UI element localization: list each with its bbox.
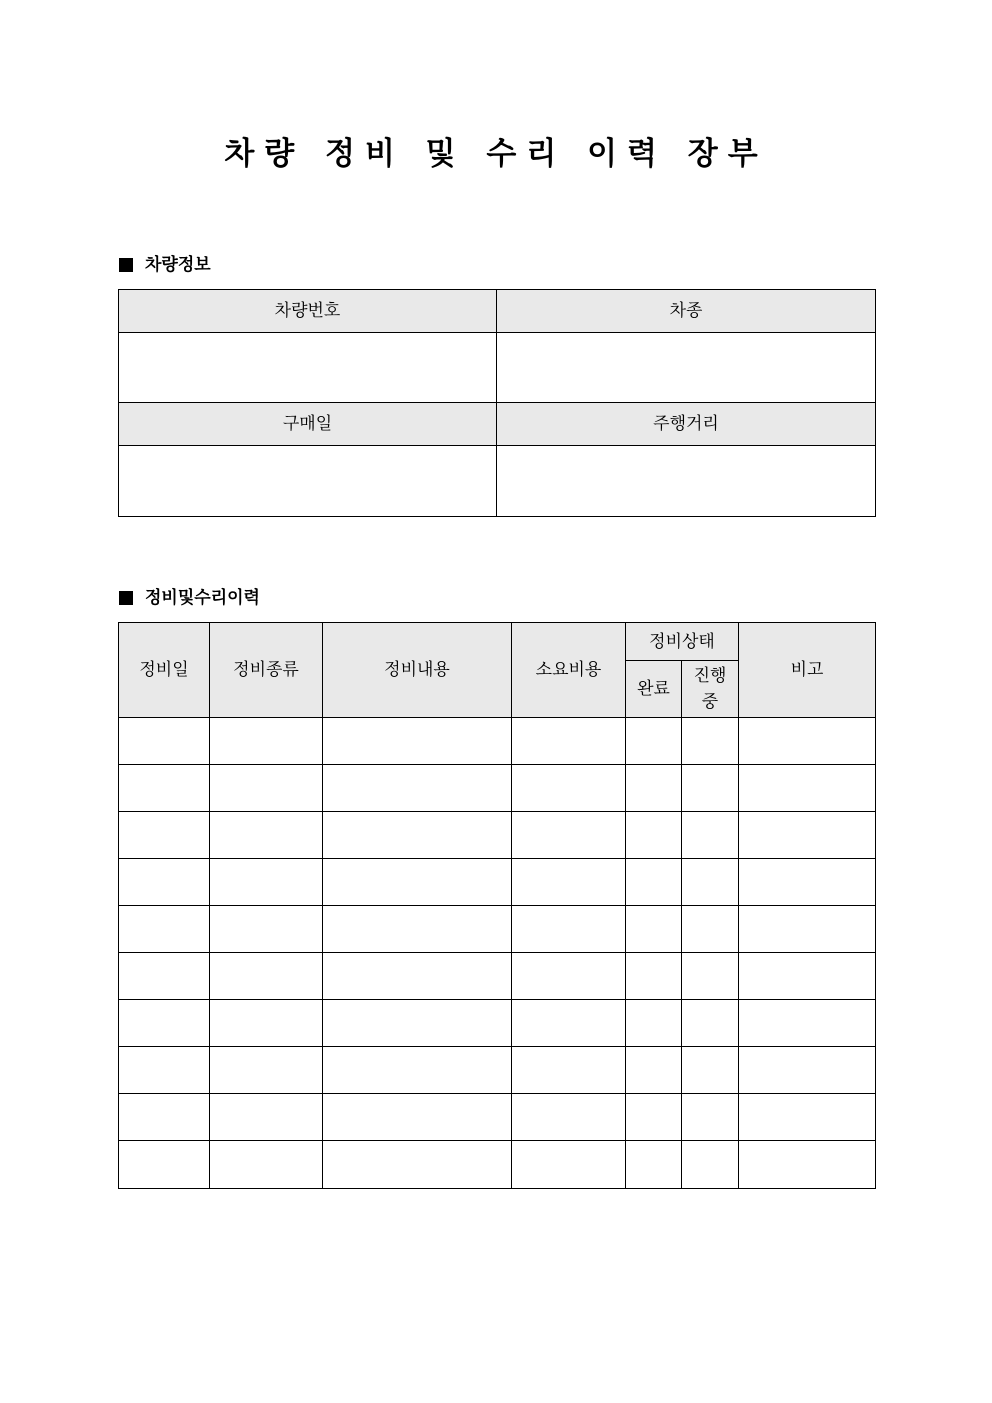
content-cell[interactable]	[323, 1094, 512, 1141]
done-checkbox-cell[interactable]	[626, 1000, 682, 1047]
purchase-date-label: 구매일	[119, 403, 497, 446]
content-cell[interactable]	[323, 953, 512, 1000]
table-row	[119, 1141, 876, 1189]
date-cell[interactable]	[119, 812, 210, 859]
cost-cell[interactable]	[512, 812, 626, 859]
date-cell[interactable]	[119, 1094, 210, 1141]
col-header-cost: 소요비용	[512, 623, 626, 718]
content-cell[interactable]	[323, 859, 512, 906]
col-header-status-in-progress: 진행 중	[682, 661, 739, 718]
content-cell[interactable]	[323, 812, 512, 859]
in-progress-checkbox-cell[interactable]	[682, 765, 739, 812]
done-checkbox-cell[interactable]	[626, 1047, 682, 1094]
square-bullet-icon	[119, 258, 133, 272]
mileage-field[interactable]	[497, 446, 876, 517]
type-cell[interactable]	[210, 812, 323, 859]
in-progress-checkbox-cell[interactable]	[682, 812, 739, 859]
note-cell[interactable]	[739, 953, 876, 1000]
vehicle-number-label: 차량번호	[119, 290, 497, 333]
date-cell[interactable]	[119, 1141, 210, 1189]
col-header-note: 비고	[739, 623, 876, 718]
in-progress-checkbox-cell[interactable]	[682, 1141, 739, 1189]
cost-cell[interactable]	[512, 1047, 626, 1094]
note-cell[interactable]	[739, 812, 876, 859]
cost-cell[interactable]	[512, 765, 626, 812]
history-heading	[119, 586, 260, 610]
vehicle-info-heading-label: 차량정보	[145, 255, 211, 275]
cost-cell[interactable]	[512, 953, 626, 1000]
in-progress-checkbox-cell[interactable]	[682, 906, 739, 953]
document-title: 차량 정비 및 수리 이력 장부	[224, 136, 768, 172]
square-bullet-icon	[119, 591, 133, 605]
note-cell[interactable]	[739, 765, 876, 812]
done-checkbox-cell[interactable]	[626, 1094, 682, 1141]
type-cell[interactable]	[210, 1047, 323, 1094]
type-cell[interactable]	[210, 859, 323, 906]
cost-cell[interactable]	[512, 1141, 626, 1189]
content-cell[interactable]	[323, 1000, 512, 1047]
in-progress-checkbox-cell[interactable]	[682, 953, 739, 1000]
in-progress-checkbox-cell[interactable]	[682, 1094, 739, 1141]
table-row	[119, 1094, 876, 1141]
col-header-date: 정비일	[119, 623, 210, 718]
table-row	[119, 906, 876, 953]
note-cell[interactable]	[739, 1141, 876, 1189]
content-cell[interactable]	[323, 1047, 512, 1094]
note-cell[interactable]	[739, 718, 876, 765]
note-cell[interactable]	[739, 1000, 876, 1047]
note-cell[interactable]	[739, 859, 876, 906]
content-cell[interactable]	[323, 1141, 512, 1189]
done-checkbox-cell[interactable]	[626, 953, 682, 1000]
col-header-type: 정비종류	[210, 623, 323, 718]
vehicle-info-heading	[119, 253, 211, 277]
date-cell[interactable]	[119, 953, 210, 1000]
done-checkbox-cell[interactable]	[626, 718, 682, 765]
date-cell[interactable]	[119, 1000, 210, 1047]
date-cell[interactable]	[119, 859, 210, 906]
vehicle-info-table	[118, 289, 876, 517]
done-checkbox-cell[interactable]	[626, 812, 682, 859]
date-cell[interactable]	[119, 906, 210, 953]
type-cell[interactable]	[210, 1000, 323, 1047]
table-row	[119, 1000, 876, 1047]
date-cell[interactable]	[119, 765, 210, 812]
type-cell[interactable]	[210, 906, 323, 953]
cost-cell[interactable]	[512, 906, 626, 953]
vehicle-model-field[interactable]	[497, 333, 876, 403]
cost-cell[interactable]	[512, 859, 626, 906]
table-row	[119, 1047, 876, 1094]
content-cell[interactable]	[323, 718, 512, 765]
date-cell[interactable]	[119, 1047, 210, 1094]
in-progress-checkbox-cell[interactable]	[682, 1000, 739, 1047]
vehicle-number-field[interactable]	[119, 333, 497, 403]
col-header-status: 정비상태	[626, 623, 739, 661]
done-checkbox-cell[interactable]	[626, 765, 682, 812]
vehicle-model-label: 차종	[497, 290, 876, 333]
done-checkbox-cell[interactable]	[626, 1141, 682, 1189]
type-cell[interactable]	[210, 953, 323, 1000]
col-header-content: 정비내용	[323, 623, 512, 718]
purchase-date-field[interactable]	[119, 446, 497, 517]
cost-cell[interactable]	[512, 1000, 626, 1047]
type-cell[interactable]	[210, 1094, 323, 1141]
maintenance-history-table	[118, 622, 876, 1189]
table-row	[119, 953, 876, 1000]
history-heading-label: 정비및수리이력	[145, 588, 260, 608]
cost-cell[interactable]	[512, 1094, 626, 1141]
table-row	[119, 765, 876, 812]
in-progress-checkbox-cell[interactable]	[682, 859, 739, 906]
table-row	[119, 812, 876, 859]
type-cell[interactable]	[210, 765, 323, 812]
done-checkbox-cell[interactable]	[626, 906, 682, 953]
col-header-status-done: 완료	[626, 661, 682, 718]
note-cell[interactable]	[739, 906, 876, 953]
type-cell[interactable]	[210, 718, 323, 765]
table-row	[119, 718, 876, 765]
note-cell[interactable]	[739, 1094, 876, 1141]
content-cell[interactable]	[323, 906, 512, 953]
date-cell[interactable]	[119, 718, 210, 765]
content-cell[interactable]	[323, 765, 512, 812]
in-progress-checkbox-cell[interactable]	[682, 1047, 739, 1094]
note-cell[interactable]	[739, 1047, 876, 1094]
cost-cell[interactable]	[512, 718, 626, 765]
done-checkbox-cell[interactable]	[626, 859, 682, 906]
type-cell[interactable]	[210, 1141, 323, 1189]
table-row	[119, 859, 876, 906]
in-progress-checkbox-cell[interactable]	[682, 718, 739, 765]
mileage-label: 주행거리	[497, 403, 876, 446]
